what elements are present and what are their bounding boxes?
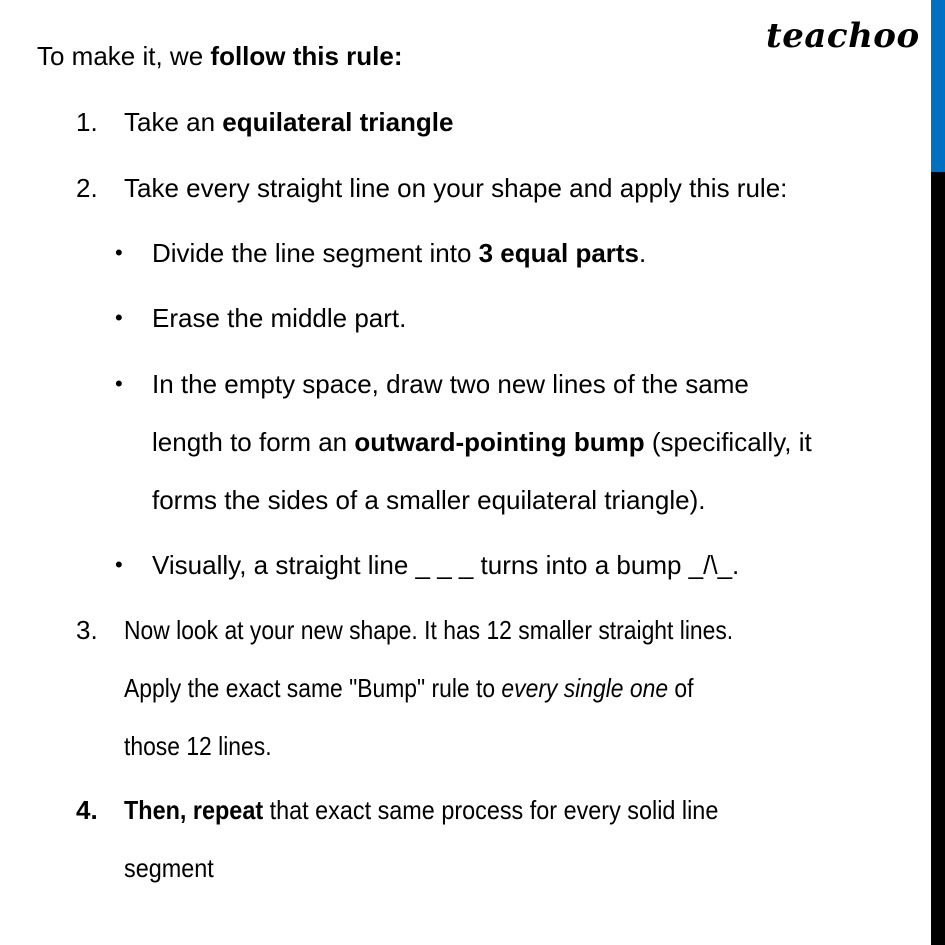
step-4-line-2 (124, 852, 224, 884)
bullet-3-line-3: forms the sides of a smaller equilateral triangle). (152, 485, 706, 515)
bullet-3-bold: outward-pointing bump (354, 427, 645, 457)
step-4-line-2-text: segment (124, 853, 214, 883)
step-4-bold: Then, repeat (124, 795, 264, 825)
step-1-prefix: Take an (124, 107, 223, 137)
bullet-icon: • (115, 552, 123, 577)
intro-text (37, 40, 403, 72)
intro-bold: follow this rule: (210, 41, 403, 71)
step-number-3: 3. (76, 615, 98, 645)
step-4-line-1 (124, 794, 784, 826)
bullet-3-suffix: (specifically, it (644, 427, 812, 457)
step-4-line-1-text (124, 794, 718, 826)
step-4-rest: that exact same process for every solid line (263, 795, 719, 825)
step-number-1: 1. (76, 107, 98, 137)
step-3-line-1 (124, 614, 816, 646)
bullet-1-bold: 3 equal parts (478, 238, 640, 268)
bullet-icon: • (115, 240, 123, 265)
side-bar (931, 172, 945, 945)
accent-bar (931, 0, 945, 172)
step-3-line-1-text: Now look at your new shape. It has 12 smaller straight lines. (124, 615, 734, 645)
step-1-bold: equilateral triangle (222, 107, 454, 137)
bullet-3-line-2 (152, 426, 812, 458)
bullet-icon: • (115, 305, 123, 330)
step-3-prefix: Apply the exact same "Bump" rule to (124, 673, 502, 703)
step-3-italic: every single one (501, 673, 669, 703)
step-3-line-2-text (124, 672, 693, 704)
step-number-4: 4. (76, 795, 98, 825)
step-number-2: 2. (76, 173, 98, 203)
step-3-line-2 (124, 672, 771, 704)
step-2-text: Take every straight line on your shape and apply this rule: (124, 173, 788, 203)
bullet-2-text: Erase the middle part. (152, 303, 407, 333)
bullet-4-text: Visually, a straight line _ _ _ turns into a bump _/\_. (152, 550, 740, 580)
step-3-suffix: of (668, 673, 694, 703)
teachoo-logo: teachoo (766, 16, 920, 56)
bullet-icon: • (115, 371, 123, 396)
step-1-text (124, 106, 453, 138)
step-3-line-3-text: those 12 lines. (124, 731, 272, 761)
bullet-1-prefix: Divide the line segment into (152, 238, 479, 268)
bullet-3-line-1: In the empty space, draw two new lines of the same (152, 369, 749, 399)
intro-prefix: To make it, we (37, 41, 211, 71)
step-3-line-3 (124, 730, 292, 762)
bullet-3-prefix: length to form an (152, 427, 355, 457)
bullet-1-text (152, 237, 646, 269)
bullet-1-suffix: . (639, 238, 647, 268)
